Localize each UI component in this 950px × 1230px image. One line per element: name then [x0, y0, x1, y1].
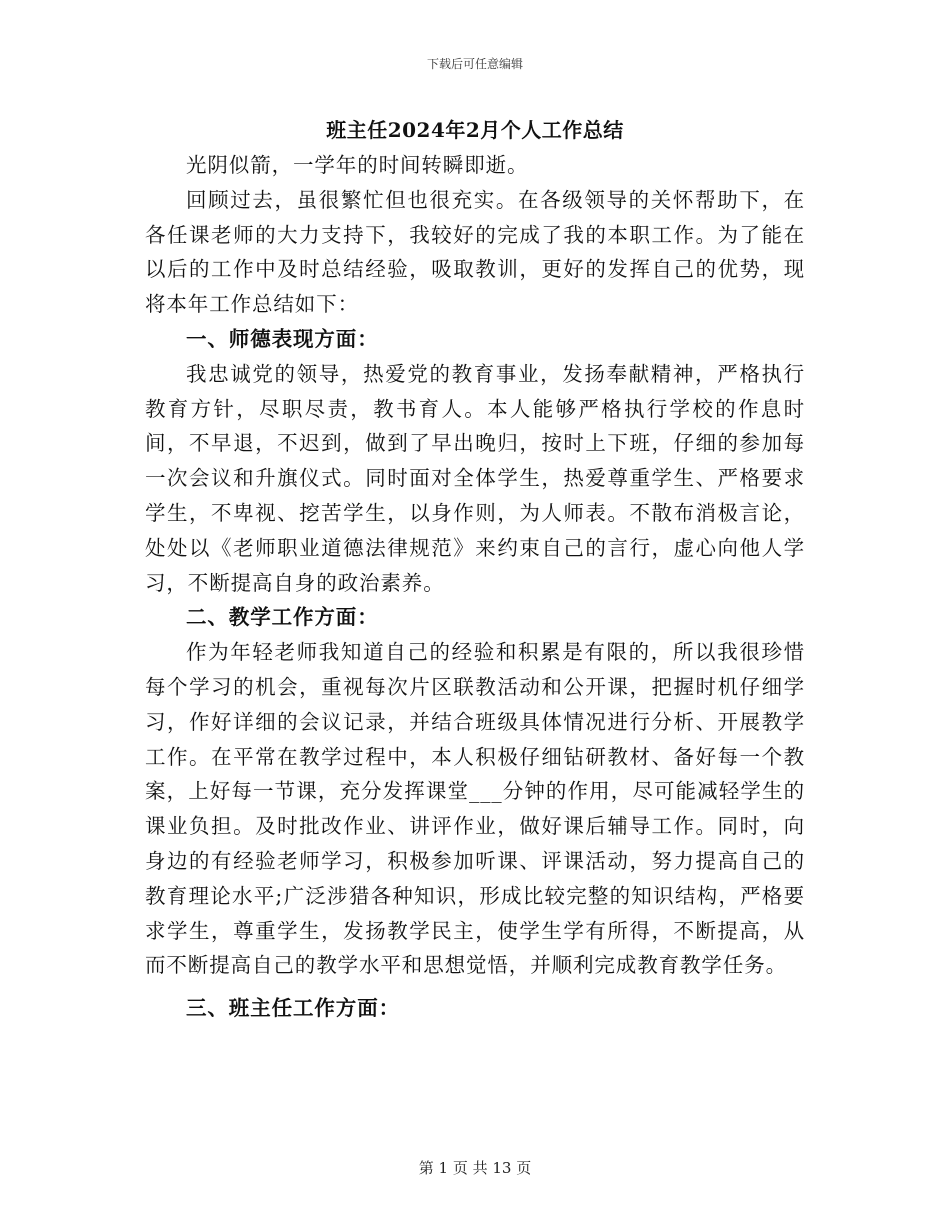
header-note: 下载后可任意编辑	[426, 57, 523, 71]
section-heading-ethics: 一、师德表现方面：	[186, 326, 379, 351]
paragraph-intro: 光阴似箭，一学年的时间转瞬即逝。	[186, 153, 529, 177]
section-heading-headteacher: 三、班主任工作方面：	[186, 996, 400, 1021]
page-number: 第 1 页 共 13 页	[418, 1159, 532, 1177]
document-title: 班主任2024年2月个人工作总结	[326, 118, 624, 142]
paragraph-teaching: 作为年轻老师我知道自己的经验和积累是有限的，所以我很珍惜每个学习的机会，重视每次片区联教活动和公开课，把握时机仔细学习，作好详细的会议记录，并结合班级具体情况进行分析、开展教学工作。在平常在教学过程中，本人积极仔细钻研教材、备好每一个教案，上好每一节课，充分发挥课堂___分钟的作用，尽可能减轻学生的课业负担。及时批改作业、讲评作业，做好课后辅导工作。同时，向身边的有经验老师学习，积极参加听课、评课活动，努力提高自己的教育理论水平;广泛涉猎各种知识，形成比较完整的知识结构，严格要求学生，尊重学生，发扬教学民主，使学生学有所得，不断提高，从而不断提高自己的教学水平和思想觉悟，并顺利完成教育教学任务。	[145, 640, 805, 978]
document-body	[145, 148, 805, 1026]
paragraph-review: 回顾过去，虽很繁忙但也很充实。在各级领导的关怀帮助下，在各任课老师的大力支持下，我较好的完成了我的本职工作。为了能在以后的工作中及时总结经验，吸取教训，更好的发挥自己的优势，现将本年工作总结如下：	[145, 187, 805, 317]
paragraph-ethics: 我忠诚党的领导，热爱党的教育事业，发扬奉献精神，严格执行教育方针，尽职尽责，教书育人。本人能够严格执行学校的作息时间，不早退，不迟到，做到了早出晚归，按时上下班，仔细的参加每一次会议和升旗仪式。同时面对全体学生，热爱尊重学生、严格要求学生，不卑视、挖苦学生，以身作则，为人师表。不散布消极言论，处处以《老师职业道德法律规范》来约束自己的言行，虚心向他人学习，不断提高自身的政治素养。	[145, 361, 805, 595]
section-heading-teaching: 二、教学工作方面：	[186, 605, 379, 630]
